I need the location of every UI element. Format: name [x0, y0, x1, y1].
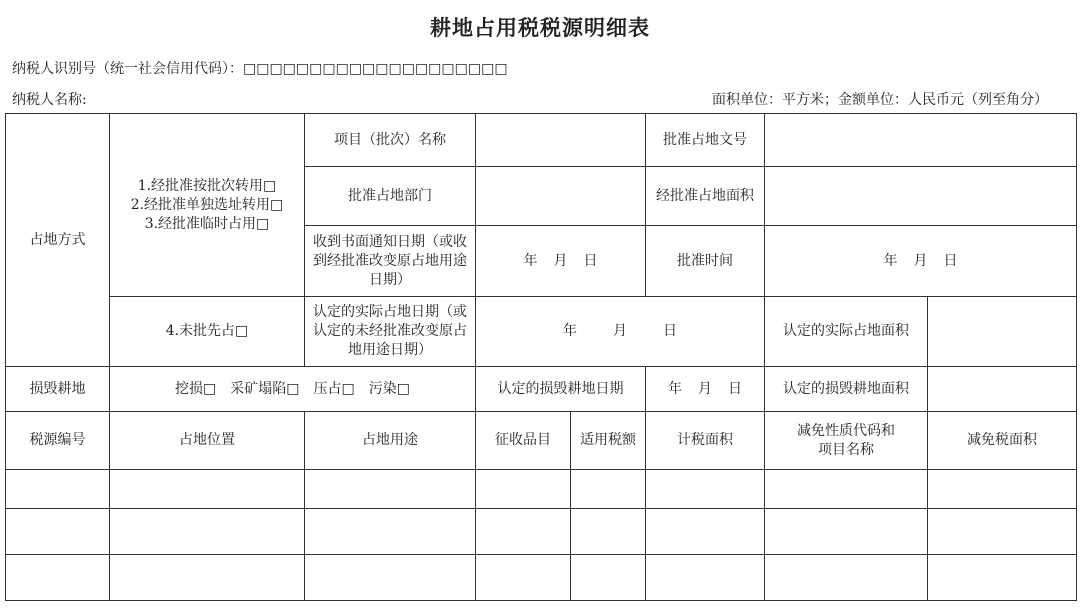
- cell[interactable]: [6, 555, 110, 601]
- cell[interactable]: [646, 509, 765, 555]
- table-row: [6, 470, 1077, 509]
- year-label: 年: [563, 323, 577, 339]
- form-title: 耕地占用税税源明细表: [430, 16, 650, 40]
- col-source-no: 税源编号: [6, 412, 110, 470]
- day-label: 日: [728, 380, 742, 397]
- cell[interactable]: [305, 470, 476, 509]
- col-relief-code-line1: 减免性质代码和: [797, 422, 895, 439]
- cell[interactable]: [646, 470, 765, 509]
- cell[interactable]: [928, 555, 1077, 601]
- cell[interactable]: [305, 509, 476, 555]
- table-row: [6, 509, 1077, 555]
- col-item: 征收品目: [476, 412, 571, 470]
- approval-doc-field[interactable]: [765, 114, 1077, 167]
- option-temporary-occupation[interactable]: 3.经批准临时占用□: [144, 215, 270, 232]
- damaged-farmland-label: 损毁耕地: [6, 367, 110, 412]
- col-taxable-area: 计税面积: [646, 412, 765, 470]
- actual-area-field[interactable]: [928, 297, 1077, 367]
- day-label: 日: [583, 252, 598, 269]
- approval-doc-label: 批准占地文号: [646, 114, 765, 167]
- approved-area-field[interactable]: [765, 167, 1077, 226]
- option-unapproved-occupation[interactable]: 4.未批先占□: [110, 297, 305, 367]
- damage-date-field[interactable]: [646, 367, 765, 412]
- cell[interactable]: [571, 555, 646, 601]
- cell[interactable]: [110, 470, 305, 509]
- col-relief-code-line2: 项目名称: [818, 441, 874, 458]
- approval-dept-label: 批准占地部门: [305, 167, 476, 226]
- units-note: 面积单位：平方米；金额单位：人民币元（列至角分）: [712, 92, 1048, 108]
- cell[interactable]: [6, 470, 110, 509]
- actual-date-field[interactable]: [476, 297, 765, 367]
- col-relief-area: 减免税面积: [928, 412, 1077, 470]
- damage-area-label: 认定的损毁耕地面积: [765, 367, 928, 412]
- col-purpose: 占地用途: [305, 412, 476, 470]
- month-label: 月: [913, 252, 928, 269]
- cell[interactable]: [646, 555, 765, 601]
- option-single-site-conversion[interactable]: 2.经批准单独选址转用□: [130, 196, 284, 213]
- option-batch-conversion[interactable]: 1.经批准按批次转用□: [137, 177, 277, 194]
- year-label: 年: [883, 252, 898, 269]
- cell[interactable]: [765, 509, 928, 555]
- year-label: 年: [523, 252, 538, 269]
- column-header-row: [6, 412, 1077, 470]
- month-label: 月: [698, 380, 712, 397]
- cell[interactable]: [765, 470, 928, 509]
- tax-source-table: [5, 113, 1077, 601]
- col-relief-code: [765, 412, 928, 470]
- actual-area-label: 认定的实际占地面积: [765, 297, 928, 367]
- table-row: [6, 555, 1077, 601]
- approval-dept-field[interactable]: [476, 167, 646, 226]
- project-name-field[interactable]: [476, 114, 646, 167]
- col-location: 占地位置: [110, 412, 305, 470]
- cell[interactable]: [571, 509, 646, 555]
- approved-area-label: 经批准占地面积: [646, 167, 765, 226]
- cell[interactable]: [476, 555, 571, 601]
- cell[interactable]: [765, 555, 928, 601]
- cell[interactable]: [6, 509, 110, 555]
- project-name-label: 项目（批次）名称: [305, 114, 476, 167]
- taxpayer-id-label: 纳税人识别号（统一社会信用代码）：: [12, 61, 243, 77]
- taxpayer-id-boxes[interactable]: □□□□□□□□□□□□□□□□□□□□: [243, 61, 508, 77]
- damage-date-label: 认定的损毁耕地日期: [476, 367, 646, 412]
- cell[interactable]: [305, 555, 476, 601]
- approval-time-label: 批准时间: [646, 226, 765, 297]
- approval-time-field[interactable]: [765, 226, 1077, 297]
- notice-date-field[interactable]: [476, 226, 646, 297]
- taxpayer-name-label: 纳税人名称:: [12, 92, 87, 108]
- col-tax-rate: 适用税额: [571, 412, 646, 470]
- approved-options: [110, 114, 305, 297]
- cell[interactable]: [571, 470, 646, 509]
- cell[interactable]: [476, 470, 571, 509]
- month-label: 月: [613, 323, 627, 339]
- cell[interactable]: [928, 509, 1077, 555]
- year-label: 年: [668, 380, 682, 397]
- cell[interactable]: [110, 509, 305, 555]
- notice-date-label: 收到书面通知日期（或收到经批准改变原占地用途日期）: [305, 226, 476, 297]
- day-label: 日: [943, 252, 958, 269]
- day-label: 日: [663, 323, 677, 339]
- cell[interactable]: [928, 470, 1077, 509]
- damage-type-options[interactable]: 挖损□ 采矿塌陷□ 压占□ 污染□: [110, 367, 476, 412]
- month-label: 月: [553, 252, 568, 269]
- occupation-method-label: 占地方式: [6, 114, 110, 367]
- actual-date-label: 认定的实际占地日期（或认定的未经批准改变原占地用途日期）: [305, 297, 476, 367]
- cell[interactable]: [110, 555, 305, 601]
- taxpayer-id-line: [12, 58, 508, 78]
- cell[interactable]: [476, 509, 571, 555]
- damage-area-field[interactable]: [928, 367, 1077, 412]
